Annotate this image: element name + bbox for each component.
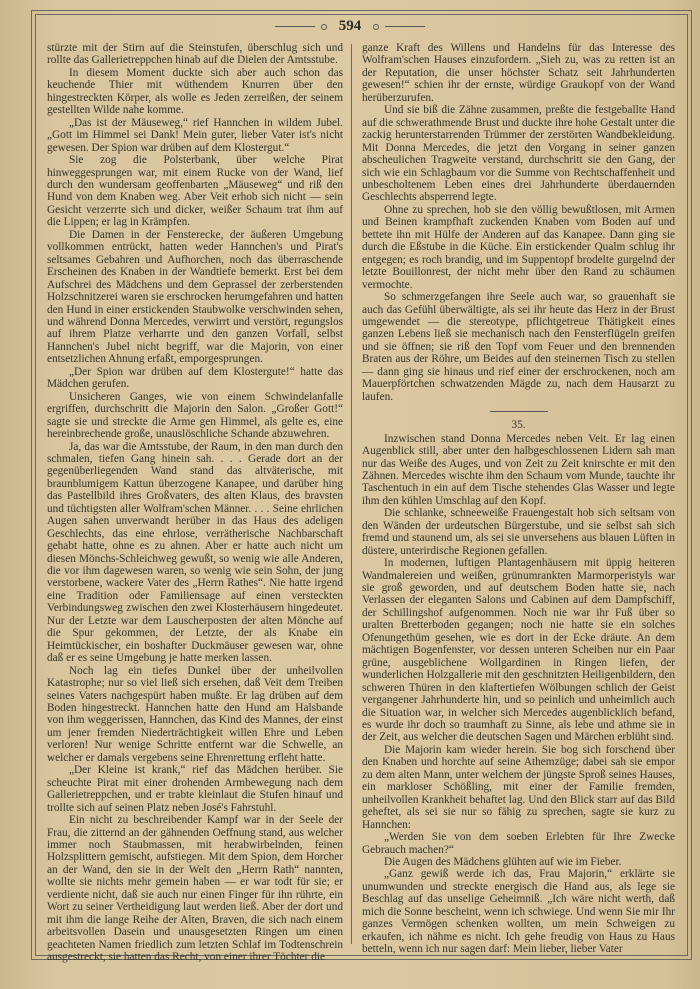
paragraph: Die schlanke, schneeweiße Frauengestalt hob sich seltsam von den Wänden der urdeutschen Bürgerstube, und sie selbst sah sich fremd und staunend um, als sei sie unversehens aus blauen Lüften in düstere, unterirdische Regionen gefallen. [362, 507, 675, 557]
ornament-rule-right [385, 26, 425, 27]
paragraph: „Ganz gewiß werde ich das, Frau Majorin,“ erklärte sie unumwunden und streckte energisch die Hand aus, als lege sie Beschlag auf das unselige Geheimniß. „Ich wäre nicht werth, daß mich die Sonne bescheint, wenn ich schwiege. Und wenn Sie mir Ihr ganzes Vermögen schenken wollten, um mein Schweigen zu erkaufen, ich nähme es nicht. Ich gehe freudig von Haus zu Haus betteln, wenn ich nur sagen darf: Mein lieber, lieber Vater [362, 868, 675, 956]
paragraph: „Der Kleine ist krank,“ rief das Mädchen herüber. Sie scheuchte Pirat mit einer drohenden Armbewegung nach dem Gallerietreppchen, und er trabte kleinlaut die Stufen hinauf und trollte sich auf seinen Platz neben José's Fahrstuhl. [47, 764, 343, 814]
paragraph: So schmerzgefangen ihre Seele auch war, so grauenhaft sie auch das Gefühl überwältigte, als sei ihr heute das Herz in der Brust umgewendet — die stereotype, pflichtgetreue Thätigkeit eines ganzen Lebens ließ sie mechanisch nach den Fensterflügeln greifen und sie öffnen; sie riß den Topf vom Feuer und den brennenden Braten aus der Röhre, um Beides auf den steinernen Tisch zu stellen — dann ging sie hinaus und rief einer der erschrockenen, noch am Mauerpförtchen schwatzenden Mägde zu, nach dem Hausarzt zu laufen. [362, 291, 675, 403]
left-column [47, 42, 343, 964]
ornament-dot-left [321, 24, 327, 30]
paragraph: Und sie biß die Zähne zusammen, preßte die festgeballte Hand auf die schwerathmende Brust und duckte ihre hohe Gestalt unter die zackig herunterstarrenden Trümmer der zerstörten Wandbekleidung. Mit Donna Mercedes, die jetzt den Vorgang in seiner ganzen abscheulichen Tragweite verstand, durchschritt sie den Gang, der sich wie ein Schlagbaum vor die Summe von Rechtschaffenheit und unbescholtenem Leben eines drei Jahrhunderte überdauernden Geschlechts absperrend legte. [362, 104, 675, 204]
column-divider [351, 44, 352, 944]
chapter-number: 35. [511, 419, 526, 432]
ornament-rule-left [275, 26, 315, 27]
page-header [0, 18, 700, 35]
paragraph: „Werden Sie von dem soeben Erlebten für Ihre Zwecke Gebrauch machen?“ [362, 831, 675, 856]
paragraph: Ja, das war die Amtsstube, der Raum, in den man durch den schmalen, tiefen Gang hinein sah. . . . Gerade dort an der gegenüberliegenden Wand stand das altväterische, mit braunblumigem Kattun überzogene Kanapee, und darüber hing das Pastellbild ihres Großvaters, des alten Klaus, des bravsten und tüchtigsten aller Wolfram'schen Männer. . . . Seine ehrlichen Augen sahen unverwandt herüber in das Haus des adeligen Geschlechts, das eine ehrlose, verrätherische Nachbarschaft gehabt hatte, ohne es zu ahnen. Aber er hatte auch nicht um diesen Mönchs-Schleichweg gewußt, so wenig wie alle Anderen, die vor ihm dagewesen waren, so wenig wie sein Sohn, der jung verstorbene, wackere Vater des „Herrn Rathes“. Nie hatte irgend eine Tradition oder Familiensage auf einen versteckten Verbindungsweg zwischen den zwei Klosterhäusern hingedeutet. Nur der Letzte war dem Lauscherposten der alten Mönche auf die Spur gekommen, der Letzte, der als Knabe ein Heimtückischer, ein boshafter Duckmäuser gewesen war, ohne daß er es seine Umgebung je hatte merken lassen. [47, 440, 343, 665]
right-column [362, 42, 675, 956]
paragraph: Unsicheren Ganges, wie von einem Schwindelanfalle ergriffen, durchschritt die Majorin den Salon. „Großer Gott!“ sagte sie und streckte die Arme gen Himmel, als gelte es, eine hereinbrechende große, unauslöschliche Schande abzuwehren. [47, 390, 343, 441]
paragraph: „Der Spion war drüben auf dem Klostergute!“ hatte das Mädchen gerufen. [47, 365, 343, 391]
paragraph: ganze Kraft des Willens und Handelns für das Interesse des Wolfram'schen Hauses einzufordern. „Sieh zu, was zu retten ist an der Reputation, die unser höchster Schatz seit Jahrhunderten gewesen!“ schien ihr der ernste, würdige Graukopf von der Wand herüberzurufen. [362, 42, 675, 104]
paragraph: Die Majorin kam wieder herein. Sie bog sich forschend über den Knaben und horchte auf seine Athemzüge; dabei sah sie empor zu dem alten Mann, unter welchem der jüngste Sproß seines Hauses, ein markloser Schößling, mit einer der Familie fremden, unheilvollen Krankheit behaftet lag. Und den Blick starr auf das Bild geheftet, als sei sie nur so fähig zu sprechen, sagte sie kurz zu Hannchen: [362, 743, 675, 831]
page-number: 594 [338, 18, 362, 34]
paragraph: „Das ist der Mäuseweg,“ rief Hannchen in wildem Jubel. „Gott im Himmel sei Dank! Mein guter, lieber Vater ist's nicht gewesen. Der Spion war drüben auf dem Klostergut.“ [47, 116, 343, 154]
paragraph: Ohne zu sprechen, hob sie den völlig bewußtlosen, mit Armen und Beinen krampfhaft zuckenden Knaben vom Boden auf und bettete ihn mit Hülfe der Anderen auf das Kanapee. Dann ging sie durch die Eßstube in die Küche. Ein erstickender Qualm schlug ihr entgegen; es roch brandig, und im Suppentopf brodelte gurgelnd der letzte Bouillonrest, der nicht mehr über den Rand zu schäumen vermochte. [362, 203, 675, 291]
paragraph: Noch lag ein tiefes Dunkel über der unheilvollen Katastrophe; nur so viel ließ sich ersehen, daß Veit dem Treiben seines Vaters nachgespürt haben mußte. Er lag drüben auf dem Boden hingestreckt. Hannchen hatte den Hund am Halsbande von ihm weggerissen, Hannchen, das Kind des Mannes, der einst um jener fremden Niederträchtigkeit willen Ehre und Leben verloren! Nur wenige Schritte entfernt war die Schwelle, an welcher er damals vergebens seine Ehrenrettung erfleht hatte. [47, 664, 343, 764]
paragraph: In modernen, luftigen Plantagenhäusern mit üppig heiteren Wandmalereien und weißen, grünumrankten Marmorperistyls war sie groß geworden, und auf deutschem Boden hatte sie, nach Verlassen der eleganten Salons und Cabinen auf dem Dampfschiff, der Schillingshof aufgenommen. Noch nie war ihr Fuß über so uralten Bretterboden gegangen; noch nie hatte sie ein solches Ofenungethüm gesehen, wie es dort in der Ecke dräute. An dem mächtigen Bogenfenster, vor dessen unteren Scheiben nur ein Paar grüne, ausgeblichene Wollgardinen in Ringen liefen, der wunderlichen Holzgallerie mit den geschnitzten Heiligenbildern, den schweren Thüren in den klaftertiefen Wölbungen schlich der Geist vergangener Jahrhunderte hin, und so peinlich und unheimlich auch die Situation war, in welcher sich Mercedes augenblicklich befand, es wurde ihr doch so traumhaft zu Sinne, als lebe und athme sie in der Zeit, aus welcher die deutschen Sagen und Märchen erblüht sind. [362, 557, 675, 744]
paragraph: Sie zog die Polsterbank, über welche Pirat hinweggesprungen war, mit einem Rucke von der Wand, lief durch den wundersam geoffenbarten „Mäuseweg“ und riß den Hund von dem Knaben weg. Aber Veit erhob sich nicht — sein Gesicht verzerrte sich und dicker, weißer Schaum trat ihm auf die Lippen; er lag in Krämpfen. [47, 154, 343, 229]
paragraph: stürzte mit der Stirn auf die Steinstufen, überschlug sich und rollte das Gallerietreppchen hinab auf die Dielen der Amtsstube. [47, 42, 343, 67]
ornament-dot-right [373, 24, 379, 30]
paragraph: In diesem Moment duckte sich aber auch schon das keuchende Thier mit wüthendem Knurren über den hingestreckten Körper, als wolle es Jeden zerreißen, der seinem gestellten Wilde nahe komme. [47, 66, 343, 117]
paragraph: Ein nicht zu beschreibender Kampf war in der Seele der Frau, die zitternd an der gähnenden Oeffnung stand, aus welcher immer noch Staubmassen, mit herabwirbelnden, feinen Holzsplittern gemischt, aufstiegen. Mit dem Spion, dem Horcher an der Wand, den sie in der Welt den „Herrn Rath“ nannten, wollte sie nichts mehr gemein haben — er war todt für sie; er verdiente nicht, daß sie auch nur einen Finger für ihn rührte, ein Wort zu seiner Vertheidigung laut werden ließ. Aber der dort und mit ihm die lange Reihe der Alten, Braven, die sich nach einem arbeitsvollen Dasein und unausgesetzten Ringen um einen geachteten Namen friedlich zum letzten Schlaf im Todtenschrein ausgestreckt, sie hatten das Recht, von einer ihrer Töchter die [47, 814, 343, 964]
paragraph: Die Damen in der Fensterecke, der äußeren Umgebung vollkommen entrückt, hatten weder Hannchen's und Pirat's seltsames Gebahren und Aufhorchen, noch das überraschende Erscheinen des Knaben in der Wandtiefe bemerkt. Erst bei dem Aufschrei des Mädchens und dem Geprassel der zerberstenden Holzschnitzerei waren sie erschrocken herumgefahren und hatten den Hund in einer erstickenden Staubwolke verschwinden sehen, und während Donna Mercedes, verwirrt und verstört, regungslos auf ihrem Platze verharrte und den ganzen Vorfall, selbst Hannchen's Jubel nicht begriff, war die Majorin, von einer entsetzlichen Ahnung erfaßt, emporgesprungen. [47, 228, 343, 366]
section-separator [490, 411, 548, 412]
paragraph: Inzwischen stand Donna Mercedes neben Veit. Er lag einen Augenblick still, aber unter den halbgeschlossenen Lidern sah man nur das Weiße des Auges, und von Zeit zu Zeit knirschte er mit den Zähnen. Mercedes wischte ihm den Schaum vom Munde, tauchte ihr Taschentuch in ein auf dem Tische stehendes Glas Wasser und legte ihm den kühlen Umschlag auf den Kopf. [362, 432, 675, 507]
paragraph: Die Augen des Mädchens glühten auf wie im Fieber. [384, 856, 622, 868]
